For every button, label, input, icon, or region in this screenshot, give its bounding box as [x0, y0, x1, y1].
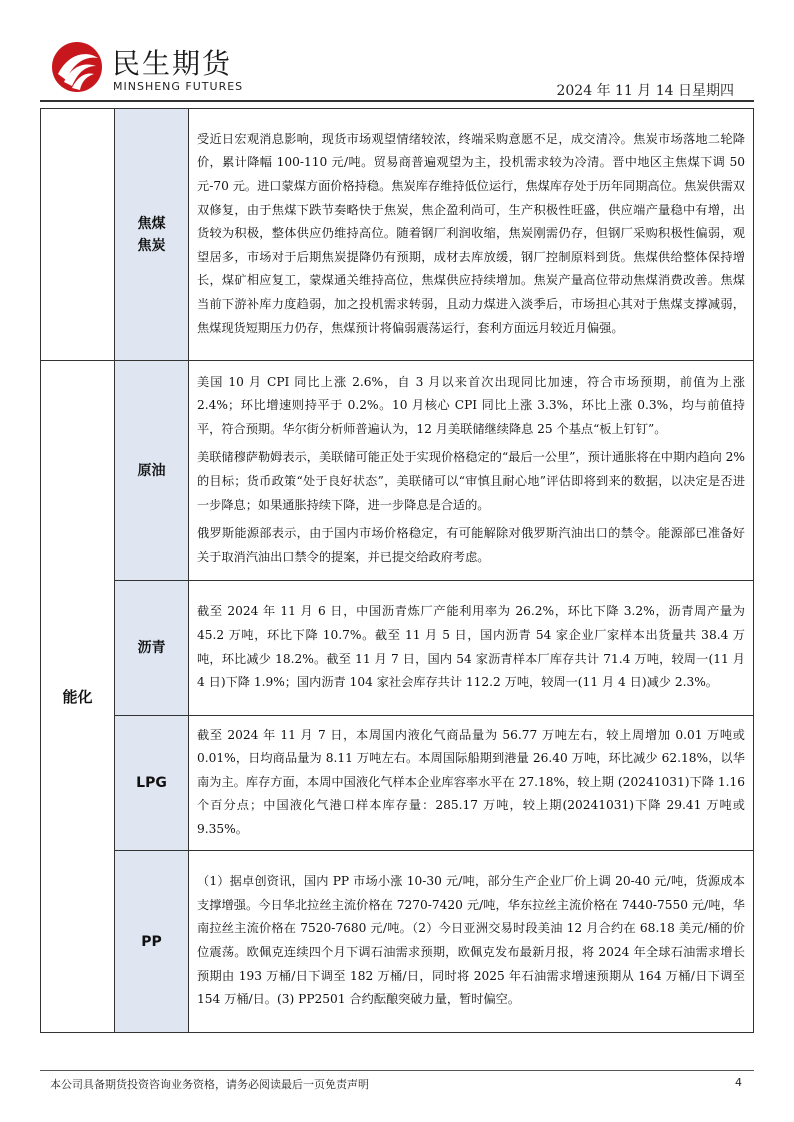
paragraph: 美国 10 月 CPI 同比上涨 2.6%，自 3 月以来首次出现同比加速，符合市场预期，前值为上涨 2.4%；环比增速则持平于 0.2%。10 月核心 CPI 同比上涨 3.3%，环比上涨 0.3%，均与前值持平，符合预期。华尔街分析师普遍认为，12 月美联储继续降息 25 个基点“板上钉钉”。: [197, 374, 745, 436]
paragraph: 受近日宏观消息影响，现货市场观望情绪较浓，终端采购意愿不足，成交清冷。焦炭市场落地二轮降价，累计降幅 100-110 元/吨。贸易商普遍观望为主，投机需求较为冷清。晋中地区主焦煤下调 50 元-70 元。进口蒙煤方面价格持稳。焦炭库存维持低位运行，焦煤库存处于历年同期高位。焦炭供需双双修复，由于焦煤下跌节奏略快于焦炭，焦企盈利尚可，生产积极性旺盛，供应端产量稳中有增，出货较为积极，整体供应仍维持高位。随着钢厂利润收缩，焦炭刚需仍存，但钢厂采购积极性偏弱，观望居多，市场对于后期焦炭提降仍有预期，成材去库放缓，钢厂控制原料到货。焦煤供给整体保持增长，煤矿相应复工，蒙煤通关维持高位，焦煤供应持续增加。焦炭产量高位带动焦煤消费改善。焦煤当前下游补库力度趋弱，加之投机需求转弱，且动力煤进入淡季后，市场担心其对于焦煤支撑减弱，焦煤现货短期压力仍存，焦煤预计将偏弱震荡运行，套利方面远月较近月偏强。: [197, 131, 745, 335]
product-cell: PP: [115, 851, 189, 1033]
content-cell: [189, 361, 754, 581]
page-header: [0, 0, 794, 100]
paragraph: 截至 2024 年 11 月 6 日，中国沥青炼厂产能利用率为 26.2%，环比下降 3.2%，沥青周产量为 45.2 万吨，环比下降 10.7%。截至 11 月 5 日，国内沥青 54 家企业厂家样本出货量共 38.4 万吨，环比减少 18.2%。截至 11 月 7 日，国内 54 家沥青样本厂库存共计 71.4 万吨，较周一(11 月 4 日)下降 1.9%；国内沥青 104 家社会库存共计 112.2 万吨，较周一(11 月 4 日)减少 2.3%。: [197, 604, 745, 690]
paragraph: 俄罗斯能源部表示，由于国内市场价格稳定，有可能解除对俄罗斯汽油出口的禁令。能源部已准备好关于取消汽油出口禁令的提案，并已提交给政府考虑。: [197, 526, 745, 564]
product-cell: [115, 109, 189, 361]
brand-name-cn: 民生期货: [112, 47, 233, 80]
content-cell: [189, 716, 754, 851]
product-cell: 原油: [115, 361, 189, 581]
sector-cell: 能化: [41, 361, 115, 1033]
page-number: 4: [735, 1076, 742, 1089]
content-cell: [189, 851, 754, 1033]
footer-disclaimer: 本公司具备期货投资咨询业务资格，请务必阅读最后一页免责声明: [50, 1078, 369, 1091]
table-row: [41, 851, 754, 1033]
brand-name-en: MINSHENG FUTURES: [113, 80, 244, 93]
product-label: 焦煤: [137, 215, 166, 232]
sector-cell: [41, 109, 115, 361]
product-label: 焦炭: [137, 237, 166, 254]
header-divider: [40, 100, 754, 102]
table-row: [41, 581, 754, 716]
content-cell: [189, 109, 754, 361]
commodity-table: [40, 108, 754, 1033]
content-cell: [189, 581, 754, 716]
report-date: 2024 年 11 月 14 日星期四: [556, 83, 734, 99]
table-row: [41, 716, 754, 851]
paragraph: （1）据卓创资讯，国内 PP 市场小涨 10-30 元/吨，部分生产企业厂价上调 20-40 元/吨，货源成本支撑增强。今日华北拉丝主流价格在 7270-7420 元/吨，华东拉丝主流价格在 7440-7550 元/吨，华南拉丝主流价格在 7520-7680 元/吨。（2）今日亚洲交易时段美油 12 月合约在 68.18 美元/桶的价位震荡。欧佩克连续四个月下调石油需求预期，欧佩克发布最新月报，将 2024 年全球石油需求增长预期由 193 万桶/日下调至 182 万桶/日，同时将 2025 年石油需求增速预期从 164 万桶/日下调至 154 万桶/日。(3) PP2501 合约酝酿突破力量，暂时偏空。: [197, 874, 745, 1007]
product-cell: LPG: [115, 716, 189, 851]
paragraph: 美联储穆萨勒姆表示，美联储可能正处于实现价格稳定的“最后一公里”，预计通胀将在中期内趋向 2%的目标；货币政策“处于良好状态”，美联储可以“审慎且耐心地”评估即将到来的数据，以决定是否进一步降息；如果通胀持续下降，进一步降息是合适的。: [197, 450, 745, 512]
minsheng-logo-icon: [50, 40, 104, 94]
footer-divider: [40, 1070, 754, 1071]
paragraph: 截至 2024 年 11 月 7 日，本周国内液化气商品量为 56.77 万吨左右，较上周增加 0.01 万吨或 0.01%，日均商品量为 8.11 万吨左右。本周国际船期到港量 26.40 万吨，环比减少 62.18%，以华南为主。库存方面，本周中国液化气样本企业库容率水平在 27.18%，较上期 (20241031)下降 1.16 个百分点；中国液化气港口样本库存量：285.17 万吨，较上期(20241031)下降 29.41 万吨或 9.35%。: [197, 727, 745, 836]
product-cell: 沥青: [115, 581, 189, 716]
table-row: [41, 361, 754, 581]
table-row: [41, 109, 754, 361]
